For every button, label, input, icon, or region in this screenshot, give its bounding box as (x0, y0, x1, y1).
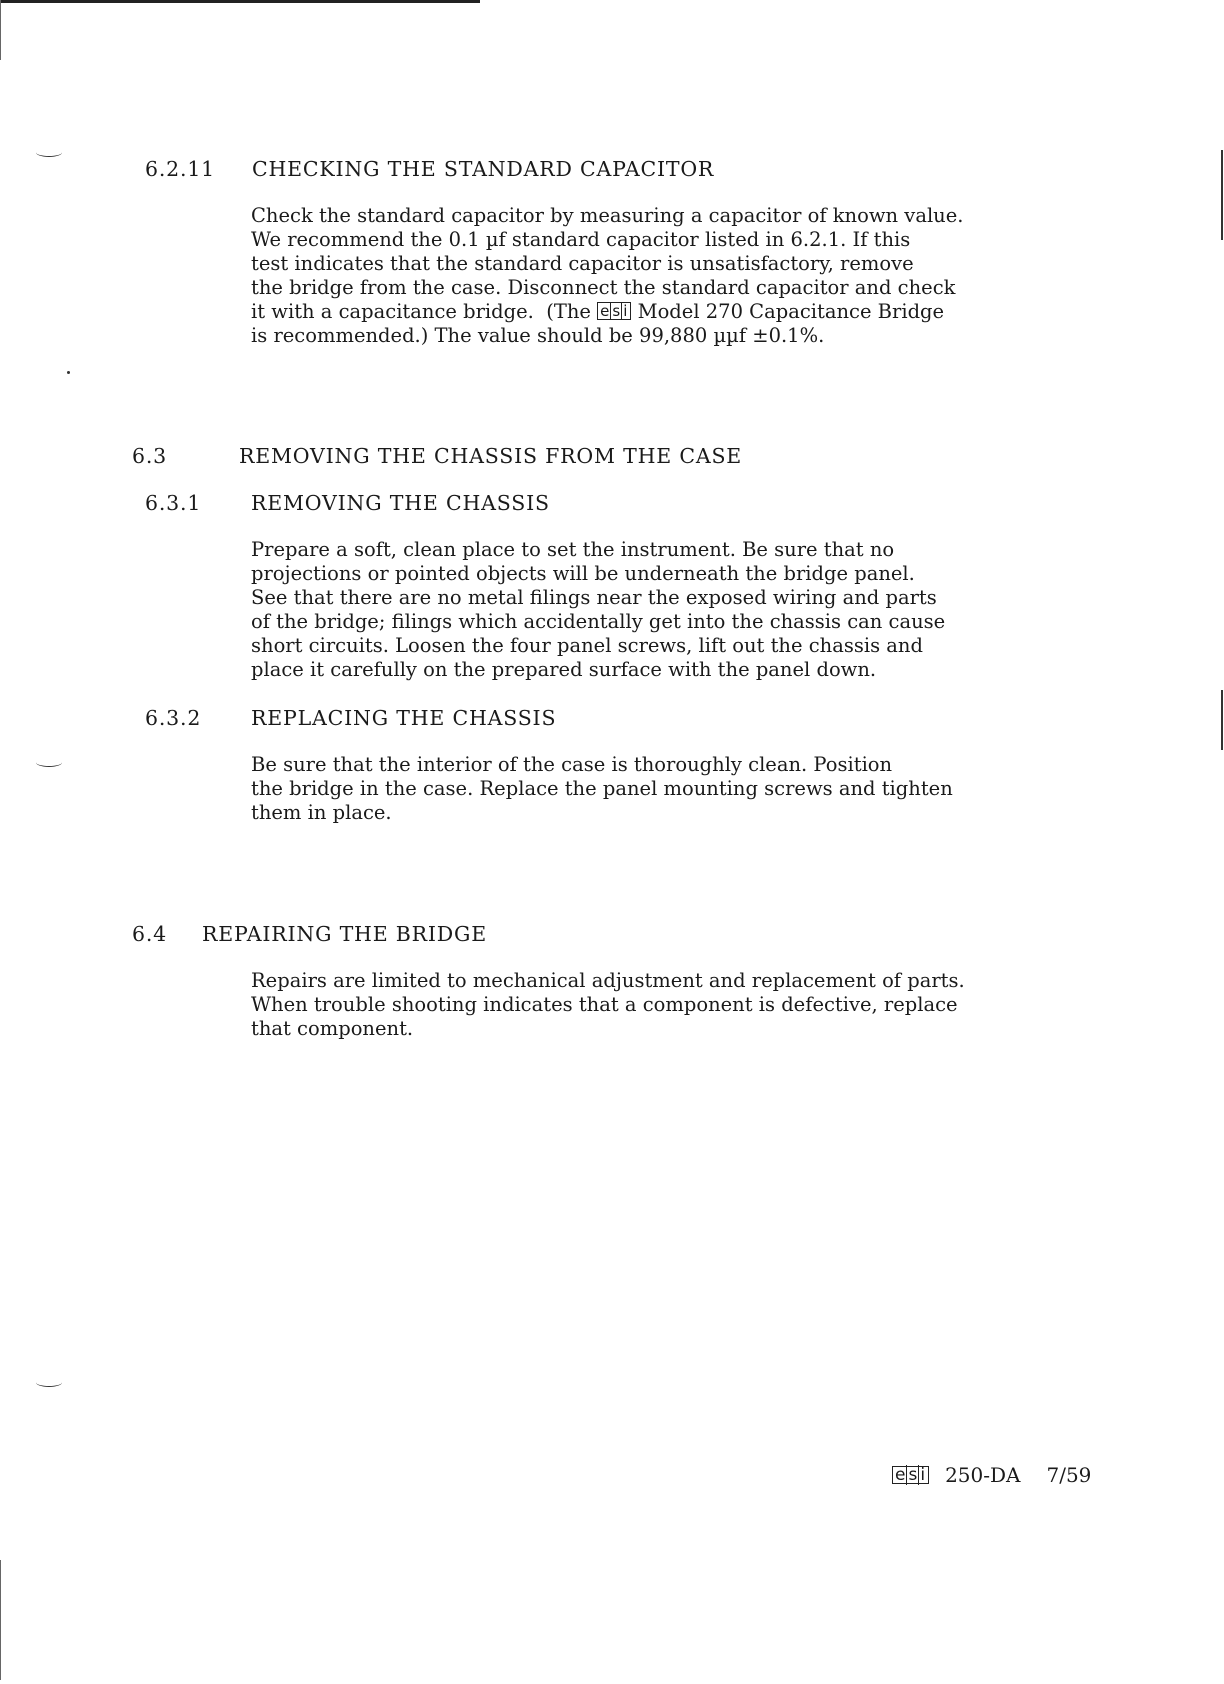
scan-edge-right (1221, 690, 1223, 750)
scan-edge-top (0, 0, 480, 3)
logo-letter: e (600, 302, 611, 320)
section-title: REPAIRING THE BRIDGE (202, 922, 487, 946)
paragraph-line: test indicates that the standard capacitor is unsatisfactory, remove (251, 252, 914, 275)
document-date: 7/59 (1046, 1463, 1092, 1487)
paragraph-line: place it carefully on the prepared surface with the panel down. (251, 658, 877, 681)
paragraph-line: See that there are no metal filings near the exposed wiring and parts (251, 586, 937, 609)
binder-hole-mark (36, 148, 62, 157)
paragraph-line: We recommend the 0.1 µf standard capacitor listed in 6.2.1. If this (251, 228, 911, 251)
section-title: REMOVING THE CHASSIS FROM THE CASE (239, 444, 743, 468)
section-paragraph (251, 204, 963, 348)
paragraph-text: Model 270 Capacitance Bridge (631, 300, 945, 323)
paragraph-line: short circuits. Loosen the four panel screws, lift out the chassis and (251, 634, 923, 657)
paragraph-line: When trouble shooting indicates that a component is defective, replace (251, 993, 958, 1016)
paragraph-line: the bridge from the case. Disconnect the standard capacitor and check (251, 276, 956, 299)
logo-letter: e (895, 1465, 907, 1485)
paragraph-line: that component. (251, 1017, 414, 1040)
binder-hole-mark (36, 758, 62, 767)
section-paragraph (251, 753, 953, 825)
section-title: REMOVING THE CHASSIS (251, 491, 550, 515)
section-title: REPLACING THE CHASSIS (251, 706, 557, 730)
section-number: 6.3 (132, 444, 168, 468)
section-number: 6.3.1 (145, 491, 202, 515)
page-footer (892, 1463, 1091, 1487)
document-number: 250-DA (945, 1463, 1021, 1487)
scan-edge-right (1221, 150, 1223, 240)
esi-logo (597, 302, 631, 320)
paragraph-line (251, 300, 963, 324)
paragraph-line: the bridge in the case. Replace the panel mounting screws and tighten (251, 777, 953, 800)
paragraph-line: them in place. (251, 801, 392, 824)
section-title: CHECKING THE STANDARD CAPACITOR (252, 157, 715, 181)
paragraph-line: Check the standard capacitor by measuring a capacitor of known value. (251, 204, 964, 227)
scan-edge-left (0, 1560, 1, 1680)
section-number: 6.2.11 (145, 157, 216, 181)
paragraph-line: Repairs are limited to mechanical adjustment and replacement of parts. (251, 969, 965, 992)
section-paragraph (251, 538, 945, 682)
section-number: 6.4 (132, 922, 168, 946)
esi-logo (892, 1466, 929, 1484)
binder-hole-mark (36, 1378, 62, 1387)
paragraph-line: of the bridge; filings which accidentally get into the chassis can cause (251, 610, 946, 633)
paragraph-line: projections or pointed objects will be underneath the bridge panel. (251, 562, 915, 585)
paragraph-text: it with a capacitance bridge. (The (251, 300, 598, 323)
logo-letter: i (920, 1465, 927, 1485)
scan-edge-left (0, 0, 1, 60)
logo-letter: i (623, 302, 629, 320)
scan-speck (67, 371, 70, 374)
logo-letter: s (908, 1465, 919, 1485)
paragraph-line: Be sure that the interior of the case is thoroughly clean. Position (251, 753, 893, 776)
paragraph-line: Prepare a soft, clean place to set the instrument. Be sure that no (251, 538, 895, 561)
section-paragraph (251, 969, 965, 1041)
section-number: 6.3.2 (145, 706, 202, 730)
paragraph-line: is recommended.) The value should be 99,880 µµf ±0.1%. (251, 324, 825, 347)
logo-letter: s (612, 302, 622, 320)
